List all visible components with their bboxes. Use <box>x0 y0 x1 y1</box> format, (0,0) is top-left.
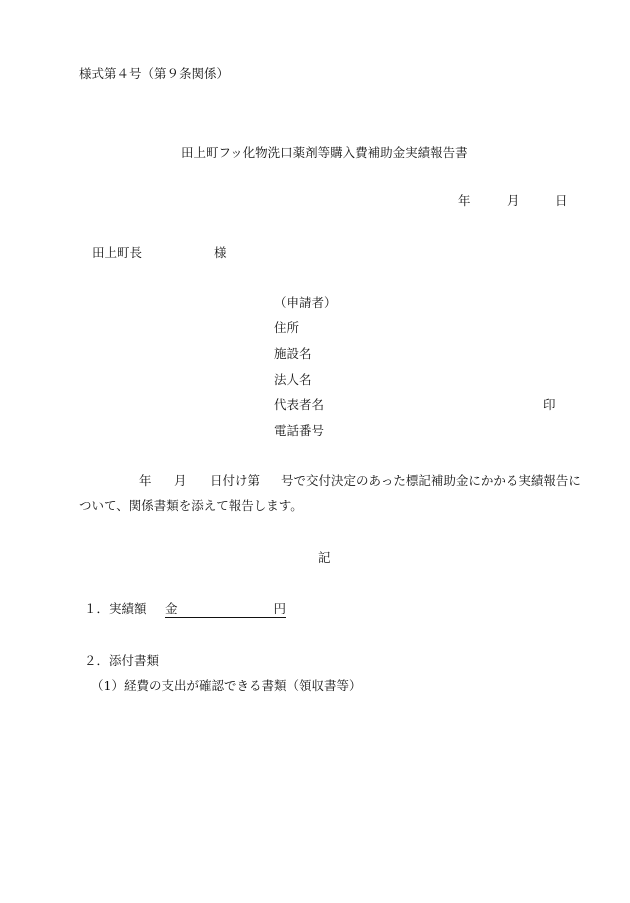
applicant-address-label: 住所 <box>274 320 300 335</box>
body-line2: ついて、関係書類を添えて報告します。 <box>79 498 303 513</box>
item2-sub-text: 経費の支出が確認できる書類（領収書等） <box>124 678 362 693</box>
seal-mark: 印 <box>543 397 556 412</box>
amount-en: 円 <box>273 601 286 616</box>
amount-field <box>165 603 286 618</box>
date-month: 月 <box>507 193 520 208</box>
applicant-heading: （申請者） <box>274 295 337 310</box>
applicant-corporation-label: 法人名 <box>274 372 312 387</box>
item2-sub-number: （1） <box>91 678 124 693</box>
applicant-phone-label: 電話番号 <box>274 423 325 438</box>
addressee-honorific: 様 <box>214 245 227 260</box>
item2-label: ２．添付書類 <box>84 653 160 668</box>
item1-label: １．実績額 <box>84 601 147 616</box>
amount-kin: 金 <box>165 601 178 616</box>
date-day: 日 <box>555 193 568 208</box>
applicant-facility-label: 施設名 <box>274 346 312 361</box>
body-year: 年 <box>139 473 152 488</box>
body-line1-rest: 号で交付決定のあった標記補助金にかかる実績報告に <box>281 473 581 488</box>
body-day-prefix: 日付け第 <box>210 473 261 488</box>
body-month: 月 <box>174 473 187 488</box>
ki-heading: 記 <box>318 550 331 565</box>
date-year: 年 <box>458 193 471 208</box>
addressee-name: 田上町長 <box>92 245 143 260</box>
document-title: 田上町フッ化物洗口薬剤等購入費補助金実績報告書 <box>181 145 468 160</box>
applicant-representative-label: 代表者名 <box>274 397 325 412</box>
form-number: 様式第４号（第９条関係） <box>79 66 230 81</box>
